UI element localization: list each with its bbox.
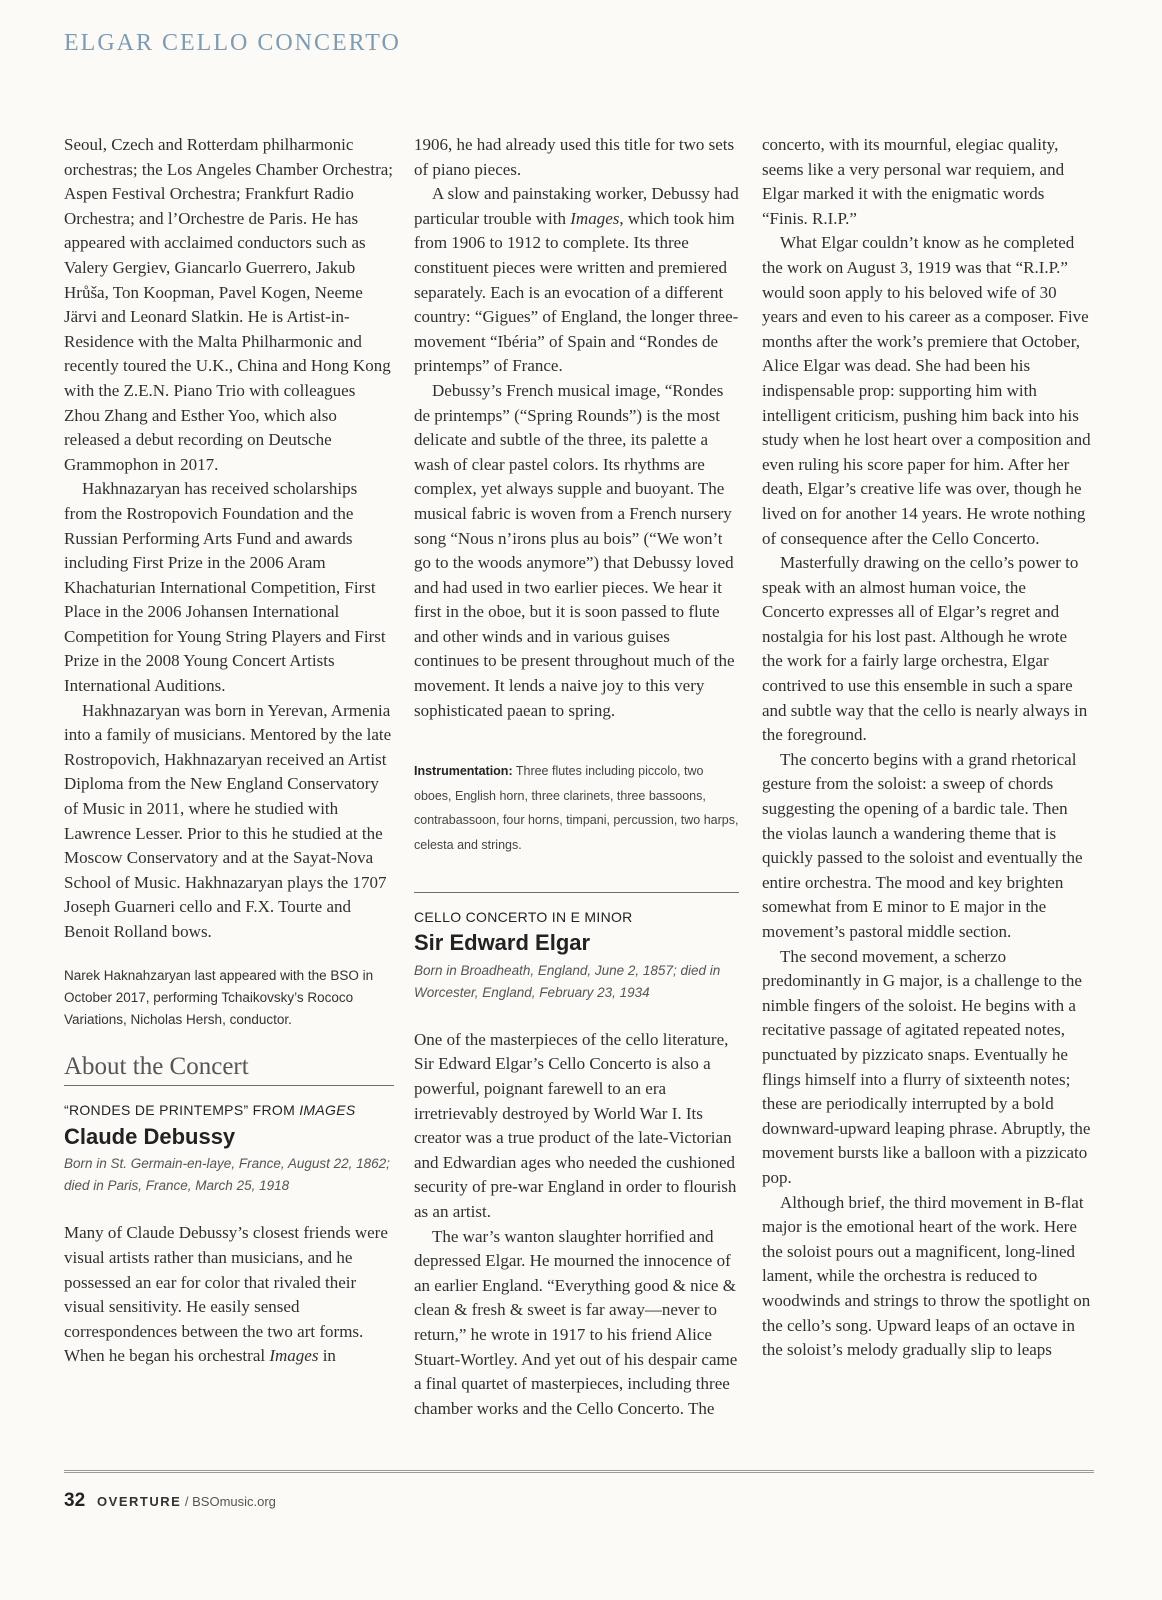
page-footer	[64, 1490, 276, 1512]
footer-rule	[64, 1470, 1094, 1473]
composer-dates: Born in Broadheath, England, June 2, 1857; died in Worcester, England, February 23, 1934	[414, 962, 721, 1000]
body-paragraph: Debussy’s French musical image, “Rondes de printemps” (“Spring Rounds”) is the most delicate and subtle of the three, its palette a wash of clear pastel colors. Its rhythms are complex, yet always supple and buoyant. The musical fabric is woven from a French nursery song “Nous n’irons plus au bois” (“We won’t go to the woods anymore”) that Debussy loved and had used in two earlier pieces. We hear it first in the oboe, but it is soon passed to flute and other winds and in various guises continues to be present throughout much of the movement. It lends a naive joy to this very sophisticated paean to spring.	[414, 380, 735, 720]
bio-paragraph: Hakhnazaryan was born in Yerevan, Armenia into a family of musicians. Mentored by the late Rostropovich, Hakhnazaryan received an Artist Diploma from the New England Conservatory of Music in 2011, where he studied with Lawrence Lesser. Prior to this he studied at the Moscow Conservatory and at the Sayat-Nova School of Music. Hakhnazaryan plays the 1707 Joseph Guarneri cello and F.X. Tourte and Benoit Rolland bows.	[64, 700, 392, 941]
performance-note: Narek Haknahzaryan last appeared with the BSO in October 2017, performing Tchaikovsky’s Rococo Variations, Nicholas Hersh, conductor.	[64, 967, 374, 1027]
body-paragraph: The concerto begins with a grand rhetorical gesture from the soloist: a sweep of chords suggesting the opening of a bardic tale. Then the violas launch a wandering theme that is quickly passed to the soloist and eventually the entire orchestra. The mood and key brighten somewhat from E minor to E major in the movement’s pastoral middle section.	[762, 749, 1083, 941]
work-kicker: CELLO CONCERTO IN E MINOR	[414, 908, 633, 925]
footer-site-link[interactable]: BSOmusic.org	[192, 1494, 276, 1509]
magazine-name: OVERTURE	[97, 1494, 182, 1509]
section-title: About the Concert	[64, 1052, 249, 1080]
body-paragraph: Although brief, the third movement in B-flat major is the emotional heart of the work. Here the soloist pours out a magnificent, long-lined lament, while the orchestra is reduced to woodwinds and strings to throw the spotlight on the cello’s song. Upward leaps of an octave in the soloist’s melody gradually slip to leaps	[762, 1192, 1091, 1360]
body-paragraph: Many of Claude Debussy’s closest friends were visual artists rather than musicians, and he possessed an ear for color that rivaled their visual sensitivity. He easily sensed correspondences between the two art forms. When he began his orchestral Images in	[64, 1223, 388, 1366]
bio-paragraph: Hakhnazaryan has received scholarships from the Rostropovich Foundation and the Russian Performing Arts Fund and awards including First Prize in the 2006 Aram Khachaturian International Competition, First Place in the 2006 Johansen International Competition for Young String Players and First Prize in the 2008 Young Concert Artists International Auditions.	[64, 479, 386, 696]
work-kicker: “RONDES DE PRINTEMPS” FROM IMAGES	[64, 1102, 356, 1119]
composer-name: Claude Debussy	[64, 1123, 236, 1149]
body-paragraph: One of the masterpieces of the cello literature, Sir Edward Elgar’s Cello Concerto is also a powerful, poignant farewell to an era irretrievably destroyed by World War I. Its creator was a true product of the late-Victorian and Edwardian ages who needed the cushioned security of pre-war England in order to flourish as an artist.	[414, 1029, 737, 1221]
running-head: ELGAR CELLO CONCERTO	[64, 30, 401, 56]
body-paragraph: A slow and painstaking worker, Debussy had particular trouble with Images, which took him from 1906 to 1912 to complete. Its three constituent pieces were written and premiered separately. Each is an evocation of a different country: “Gigues” of England, the longer three-movement “Ibéria” of Spain and “Rondes de printemps” of France.	[414, 184, 739, 376]
body-paragraph: 1906, he had already used this title for two sets of piano pieces.	[414, 135, 735, 179]
body-paragraph: The war’s wanton slaughter horrified and depressed Elgar. He mourned the innocence of an earlier England. “Everything good & nice & clean & fresh & sweet is far away—never to return,” he wrote in 1917 to his friend Alice Stuart-Wortley. And yet out of his despair came a final quartet of masterpieces, including three chamber works and the Cello Concerto. The	[414, 1226, 738, 1418]
section-rule	[414, 892, 739, 893]
body-paragraph: Masterfully drawing on the cello’s power to speak with an almost human voice, the Concerto expresses all of Elgar’s regret and nostalgia for his lost past. Although he wrote the work for a fairly large orchestra, Elgar contrived to use this ensemble in such a spare and subtle way that the cello is nearly always in the foreground.	[762, 553, 1088, 745]
column-2	[414, 133, 739, 1421]
column-1	[64, 133, 394, 1369]
composer-name: Sir Edward Elgar	[414, 930, 591, 956]
page-number: 32	[64, 1490, 86, 1511]
instrumentation: Instrumentation: Three flutes including piccolo, two oboes, English horn, three clarinets, three bassoons, contrabassoon, four horns, timpani, percussion, two harps, celesta and strings.	[414, 764, 739, 853]
column-3	[762, 133, 1092, 1363]
section-rule	[64, 1085, 394, 1086]
composer-dates: Born in St. Germain-en-laye, France, August 22, 1862; died in Paris, France, March 25, 1918	[64, 1156, 390, 1194]
body-paragraph: What Elgar couldn’t know as he completed the work on August 3, 1919 was that “R.I.P.” would soon apply to his beloved wife of 30 years and even to his career as a composer. Five months after the work’s premiere that October, Alice Elgar was dead. She had been his indispensable prop: supporting him with intelligent criticism, pushing him back into his study when he lost heart over a composition and even ruling his score paper for him. After her death, Elgar’s creative life was over, though he lived on for another 14 years. He wrote nothing of consequence after the Cello Concerto.	[762, 233, 1091, 548]
body-paragraph: concerto, with its mournful, elegiac quality, seems like a very personal war requiem, and Elgar marked it with the enigmatic words “Finis. R.I.P.”	[762, 135, 1065, 228]
bio-paragraph: Seoul, Czech and Rotterdam philharmonic orchestras; the Los Angeles Chamber Orchestra; Aspen Festival Orchestra; Frankfurt Radio Orchestra; and l’Orchestre de Paris. He has appeared with acclaimed conductors such as Valery Gergiev, Giancarlo Guerrero, Jakub Hrůša, Ton Koopman, Pavel Kogen, Neeme Järvi and Leonard Slatkin. He is Artist-in-Residence with the Malta Philharmonic and recently toured the U.K., China and Hong Kong with the Z.E.N. Piano Trio with colleagues Zhou Zhang and Esther Yoo, which also released a debut recording on Deutsche Grammophon in 2017.	[64, 135, 394, 474]
footer-separator: /	[181, 1494, 193, 1509]
body-paragraph: The second movement, a scherzo predominantly in G major, is a challenge to the nimble fingers of the soloist. He begins with a recitative passage of agitated repeated notes, punctuated by pizzicato snaps. Eventually he flings himself into a flurry of sixteenth notes; these are periodically interrupted by a bold downward-upward leaping phrase. Abruptly, the movement bursts like a balloon with a pizzicato pop.	[762, 946, 1091, 1187]
